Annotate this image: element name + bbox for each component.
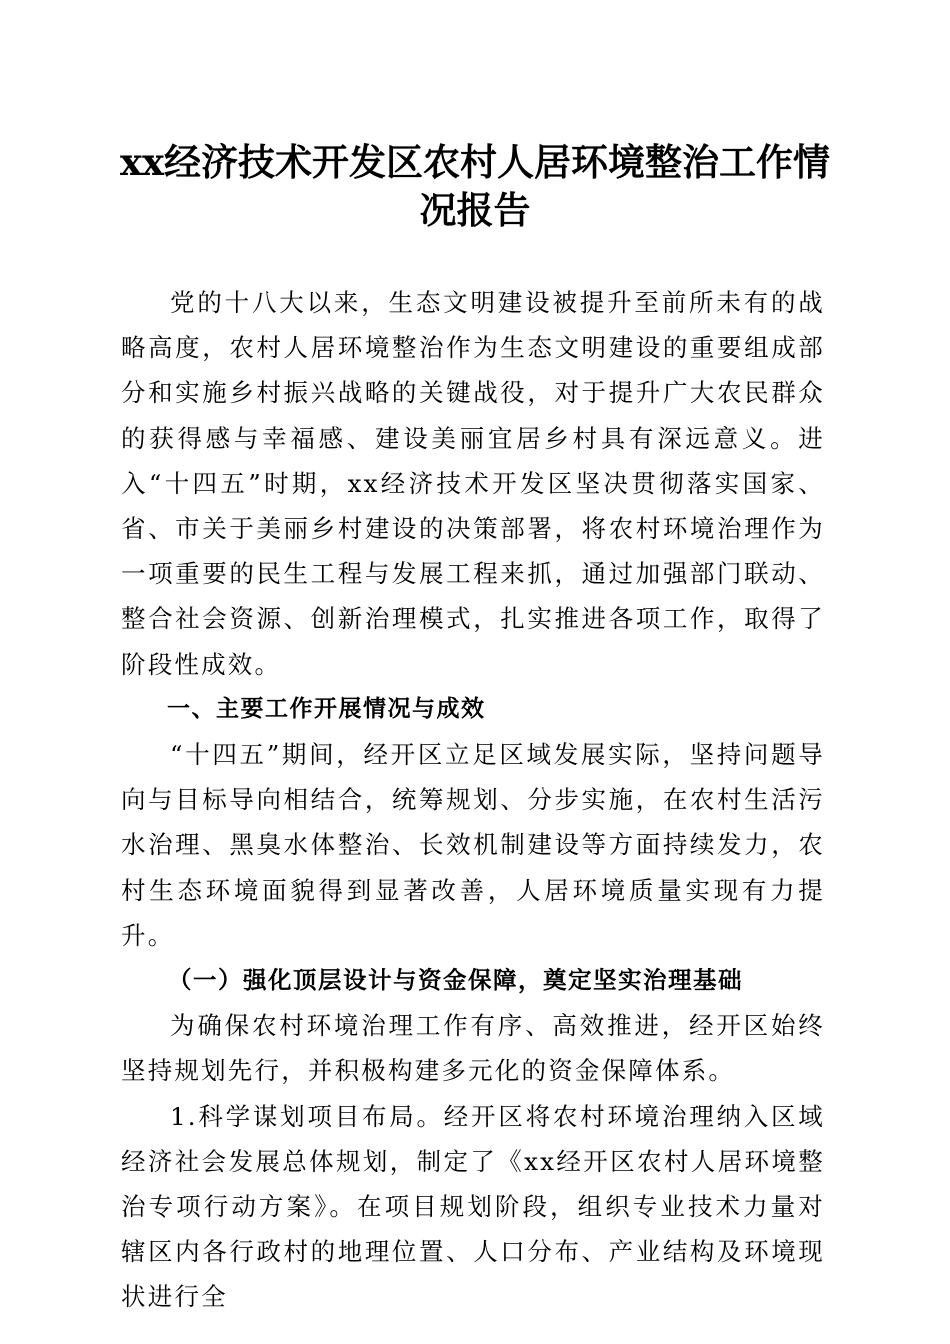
- document-title: [100, 138, 850, 234]
- subsection-heading-1: （一）强化顶层设计与资金保障，奠定坚实治理基础: [168, 966, 743, 995]
- document-title-line-1: xx经济技术开发区农村人居环境整治工作情: [119, 140, 831, 184]
- item-1-paragraph: 1.科学谋划项目布局。经开区将农村环境治理纳入区域经济社会发展总体规划，制定了《xx经开区农村人居环境整治专项行动方案》。在项目规划阶段，组织专业技术力量对辖区内各行政村的地理位置、人口分布、产业结构及环境现状进行全: [121, 1101, 825, 1312]
- subsection-1-paragraph: 为确保农村环境治理工作有序、高效推进，经开区始终坚持规划先行，并积极构建多元化的资金保障体系。: [121, 1011, 825, 1086]
- document-title-line-2: 况报告: [419, 188, 531, 232]
- section-1-paragraph: “十四五”期间，经开区立足区域发展实际，坚持问题导向与目标导向相结合，统筹规划、分步实施，在农村生活污水治理、黑臭水体整治、长效机制建设等方面持续发力，农村生态环境面貌得到显著改善，人居环境质量实现有力提升。: [121, 740, 825, 950]
- intro-paragraph: 党的十八大以来，生态文明建设被提升至前所未有的战略高度，农村人居环境整治作为生态文明建设的重要组成部分和实施乡村振兴战略的关键战役，对于提升广大农民群众的获得感与幸福感、建设美丽宜居乡村具有深远意义。进入“十四五”时期，xx经济技术开发区坚决贯彻落实国家、省、市关于美丽乡村建设的决策部署，将农村环境治理作为一项重要的民生工程与发展工程来抓，通过加强部门联动、整合社会资源、创新治理模式，扎实推进各项工作，取得了阶段性成效。: [121, 288, 825, 679]
- section-heading-1: 一、主要工作开展情况与成效: [167, 695, 486, 722]
- document-body: [121, 280, 825, 1320]
